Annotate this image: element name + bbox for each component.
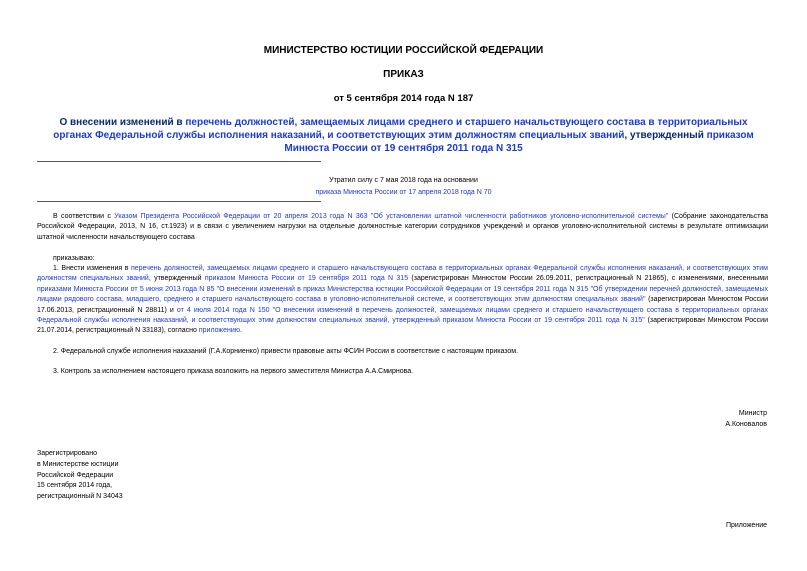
divider-top <box>37 161 321 162</box>
preamble-paragraph <box>37 212 768 243</box>
registration-block <box>37 449 123 503</box>
item1-text-6: . <box>240 327 242 335</box>
item1-amend-link-1[interactable]: приказами Минюста России от 5 июня 2013 года N 85 "О внесении изменений в приказ Министерства юстиции Российской Федерации от 19 сентября 2011 года N 315 "Об утверждении перечней должностей, замещаемых лицами рядового состава, младшего, среднего и старшего начальствующего состава в уголовно-исполнительной системе, и соответствующих этим должностям специальных званий" <box>37 285 768 304</box>
preamble-text-1: В соответствии с <box>53 213 115 220</box>
item1-text-5: (зарегистрирован Минюстом России 21.07.2014, регистрационный N 33183), согласно <box>37 317 768 335</box>
item1-text-4: (зарегистрирован Минюстом России 17.06.2013, регистрационный N 28811) и <box>37 296 768 314</box>
document-type: ПРИКАЗ <box>383 69 424 80</box>
item-2-paragraph: 2. Федеральной службе исполнения наказаний (Г.А.Корниенко) привести правовые акты ФСИН России в соответствие с настоящим приказом. <box>53 348 519 355</box>
signature-block <box>725 408 767 430</box>
item1-list-link[interactable]: перечень должностей, замещаемых лицами среднего и старшего начальствующего состава в территориальных органах Федеральной службы исполнения наказаний, и соответствующих этим должностям специальных званий <box>37 265 768 283</box>
lost-force-text: Утратил силу с 7 мая 2018 года на основании <box>329 177 478 184</box>
registration-line-5: регистрационный N 34043 <box>37 493 123 501</box>
lost-force-note <box>40 175 767 199</box>
document-title <box>40 116 767 155</box>
divider-bottom <box>37 201 321 202</box>
registration-line-3: Российской Федерации <box>37 471 114 479</box>
order-word: приказываю: <box>53 255 95 262</box>
preamble-decree-link[interactable]: Указом Президента Российской Федерации от 20 апреля 2013 года N 363 "Об установлении штатной численности работников уголовно-исполнительной системы" <box>114 213 669 220</box>
title-link-list[interactable]: перечень должностей, замещаемых лицами среднего и старшего начальствующего состава в территориальных органах Федеральной службы исполнения наказаний, и соответствующих этим должностям специальных званий <box>53 117 748 141</box>
item-1-paragraph <box>37 264 768 337</box>
registration-line-2: в Министерстве юстиции <box>37 460 119 468</box>
signature-name: А.Коновалов <box>725 421 767 428</box>
item1-text-3: (зарегистрирован Минюстом России 26.09.2011, регистрационный N 21865), с изменениями, внесенными <box>408 275 768 283</box>
registration-line-4: 15 сентября 2014 года, <box>37 482 113 490</box>
item1-amend-link-2[interactable]: от 4 июля 2014 года N 150 "О внесении изменений в перечень должностей, замещаемых лицами среднего и старшего начальствующего состава в территориальных органах Федеральной службы исполнения наказаний, и соответствующих этим должностям специальных званий, утвержденный приказом Минюста России от 19 сентября 2011 года N 315" <box>37 306 768 325</box>
title-text-2: , утвержденный <box>624 130 707 141</box>
item1-appendix-link[interactable]: приложению <box>198 327 241 335</box>
document-date-number: от 5 сентября 2014 года N 187 <box>333 93 474 104</box>
item1-text-1: 1. Внести изменения в <box>53 265 131 272</box>
ministry-heading: МИНИСТЕРСТВО ЮСТИЦИИ РОССИЙСКОЙ ФЕДЕРАЦИИ <box>263 45 544 56</box>
title-link-order[interactable]: приказом Минюста России от 19 сентября 2011 года N 315 <box>284 130 754 154</box>
appendix-label: Приложение <box>725 522 767 529</box>
item1-text-2: , утвержденный <box>148 275 205 283</box>
title-text-1: О внесении изменений в <box>59 117 186 128</box>
registration-line-1: Зарегистрировано <box>37 450 97 457</box>
item1-order-link[interactable]: приказом Минюста России от 19 сентября 2011 года N 315 <box>204 275 409 283</box>
item-3-paragraph: 3. Контроль за исполнением настоящего приказа возложить на первого заместителя Министра А.А.Смирнова. <box>53 368 414 375</box>
preamble-text-2: (Собрание законодательства Российской Федерации, 2013, N 16, ст.1923) и в связи с увеличением нагрузки на отдельные должностные категории сотрудников учреждений и органов уголовно-исполнительной системы в результате оптимизации штатной численности начальствующего состава <box>37 213 769 241</box>
lost-force-link[interactable]: приказа Минюста России от 17 апреля 2018 года N 70 <box>315 189 492 196</box>
signature-position: Министр <box>738 410 767 417</box>
